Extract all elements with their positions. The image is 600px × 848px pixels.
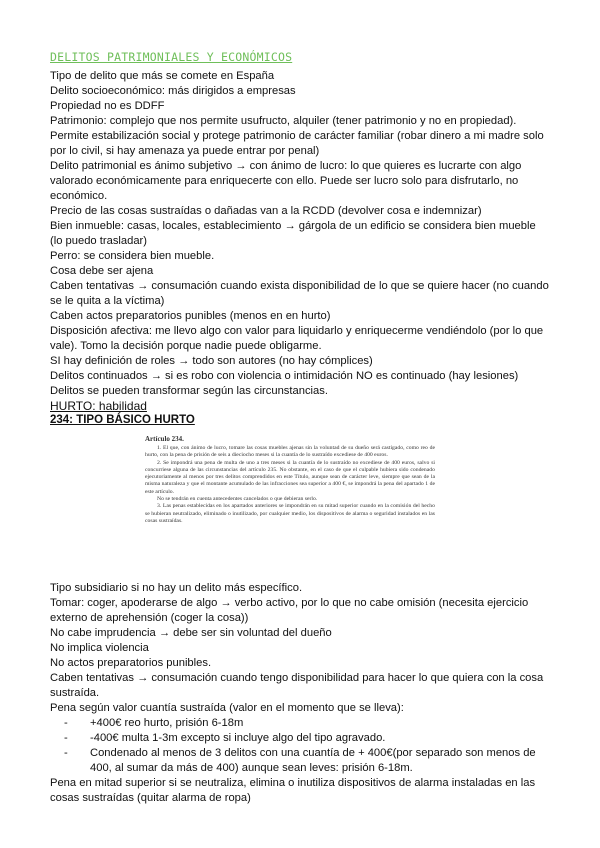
text-line: Propiedad no es DDFF <box>50 100 165 112</box>
text-line: Tomar: coger, apoderarse de algo → verbo activo, por lo que no cabe omisión (necesita ejercicio externo de aprehensión (coger la cosa)) <box>50 597 529 624</box>
text-line: Cosa debe ser ajena <box>50 265 154 277</box>
text-line: Delitos continuados → si es robo con violencia o intimidación NO es continuado (hay lesiones) <box>50 370 519 382</box>
text-line: Tipo de delito que más se comete en España <box>50 70 275 82</box>
text-line: Pena según valor cuantía sustraída (valor en el momento que se lleva): <box>50 702 404 714</box>
closing-line: Pena en mitad superior si se neutraliza, elimina o inutiliza dispositivos de alarma instaladas en las cosas sustraídas (quitar alarma de ropa) <box>50 777 536 804</box>
text-line: Delito socioeconómico: más dirigidos a empresas <box>50 85 296 97</box>
hurto-section <box>50 581 550 716</box>
text-line: No implica violencia <box>50 642 149 654</box>
text-line: Perro: se considera bien mueble. <box>50 250 215 262</box>
article-excerpt-image <box>145 434 435 575</box>
list-item: - +400€ reo hurto, prisión 6-18m <box>50 716 550 731</box>
list-item: - Condenado al menos de 3 delitos con una cuantía de + 400€(por separado son menos de 400, al sumar da más de 400) aunque sean leves: prisión 6-18m. <box>50 746 550 776</box>
text-line: Caben tentativas → consumación cuando exista disponibilidad de lo que se quiere hacer (no cuando se le quita a la víctima) <box>50 280 549 307</box>
text-line: No cabe imprudencia → debe ser sin voluntad del dueño <box>50 627 332 639</box>
article-paragraph: 2. Se impondrá una pena de multa de uno a tres meses si la cuantía de lo sustraído no excediese de 400 euros, salvo si concurriese alguna de las circunstancias del artículo 235. No obstante, en el caso de que el culpable hubiera sido condenado ejecutoriamente al menos por tres delitos comprendidos en este Título, aunque sean de carácter leve, siempre que sean de la misma naturaleza y que el montante acumulado de las infracciones sea superior a 400 €, se impondrá la pena del apartado 1 de este artículo. <box>145 459 435 495</box>
text-line: Bien inmueble: casas, locales, establecimiento → gárgola de un edificio se considera bien mueble (lo puedo trasladar) <box>50 220 536 247</box>
section-heading: 234: TIPO BÁSICO HURTO <box>50 414 195 426</box>
document-title: DELITOS PATRIMONIALES Y ECONÓMICOS <box>50 50 293 64</box>
article-paragraph: 1. El que, con ánimo de lucro, tomare las cosas muebles ajenas sin la voluntad de su dueño será castigado, como reo de hurto, con la pena de prisión de seis a dieciocho meses si la cuantía de lo sustraído excediese de 400 euros. <box>145 445 435 459</box>
text-line: Disposición afectiva: me llevo algo con valor para liquidarlo y enriquecerme vendiéndolo (por lo que vale). Tomo la decisión porque nadie puede obligarme. <box>50 325 544 352</box>
text-line: SI hay definición de roles → todo son autores (no hay cómplices) <box>50 355 373 367</box>
text-line: Delitos se pueden transformar según las circunstancias. <box>50 385 328 397</box>
text-line: No actos preparatorios punibles. <box>50 657 212 669</box>
text-line: Tipo subsidiario si no hay un delito más específico. <box>50 582 303 594</box>
text-line: Permite estabilización social y protege patrimonio de carácter familiar (robar dinero a mi madre solo por lo civil, si hay amenaza ya puede entrar por penal) <box>50 130 544 157</box>
text-line: Precio de las cosas sustraídas o dañadas van a la RCDD (devolver cosa e indemnizar) <box>50 205 482 217</box>
article-title: Artículo 234. <box>145 435 184 443</box>
list-item: - -400€ multa 1-3m excepto si incluye algo del tipo agravado. <box>50 731 550 746</box>
article-paragraph: 3. Las penas establecidas en los apartados anteriores se impondrán en su mitad superior cuando en la comisión del hecho se hubieran neutralizado, eliminado o inutilizado, por cualquier medio, los dispositivos de alarma o seguridad instalados en las cosas sustraídas. <box>145 503 435 524</box>
document-page <box>50 50 550 806</box>
text-line: Patrimonio: complejo que nos permite usufructo, alquiler (tener patrimonio y no en propiedad). <box>50 115 517 127</box>
text-line: Caben actos preparatorios punibles (menos en en hurto) <box>50 310 331 322</box>
intro-section <box>50 69 550 399</box>
text-line: Delito patrimonial es ánimo subjetivo → con ánimo de lucro: lo que quieres es lucrarte con algo valorado económicamente para enriquecerte con ello. Puede ser lucro solo para disfrutarlo, no económico. <box>50 160 522 202</box>
text-line: Caben tentativas → consumación cuando tengo disponibilidad para hacer lo que quiera con la cosa sustraída. <box>50 672 544 699</box>
penalty-list <box>50 716 550 776</box>
hurto-subtitle: HURTO: habilidad <box>50 399 147 413</box>
article-paragraph: No se tendrán en cuenta antecedentes cancelados o que debieran serlo. <box>157 496 318 503</box>
